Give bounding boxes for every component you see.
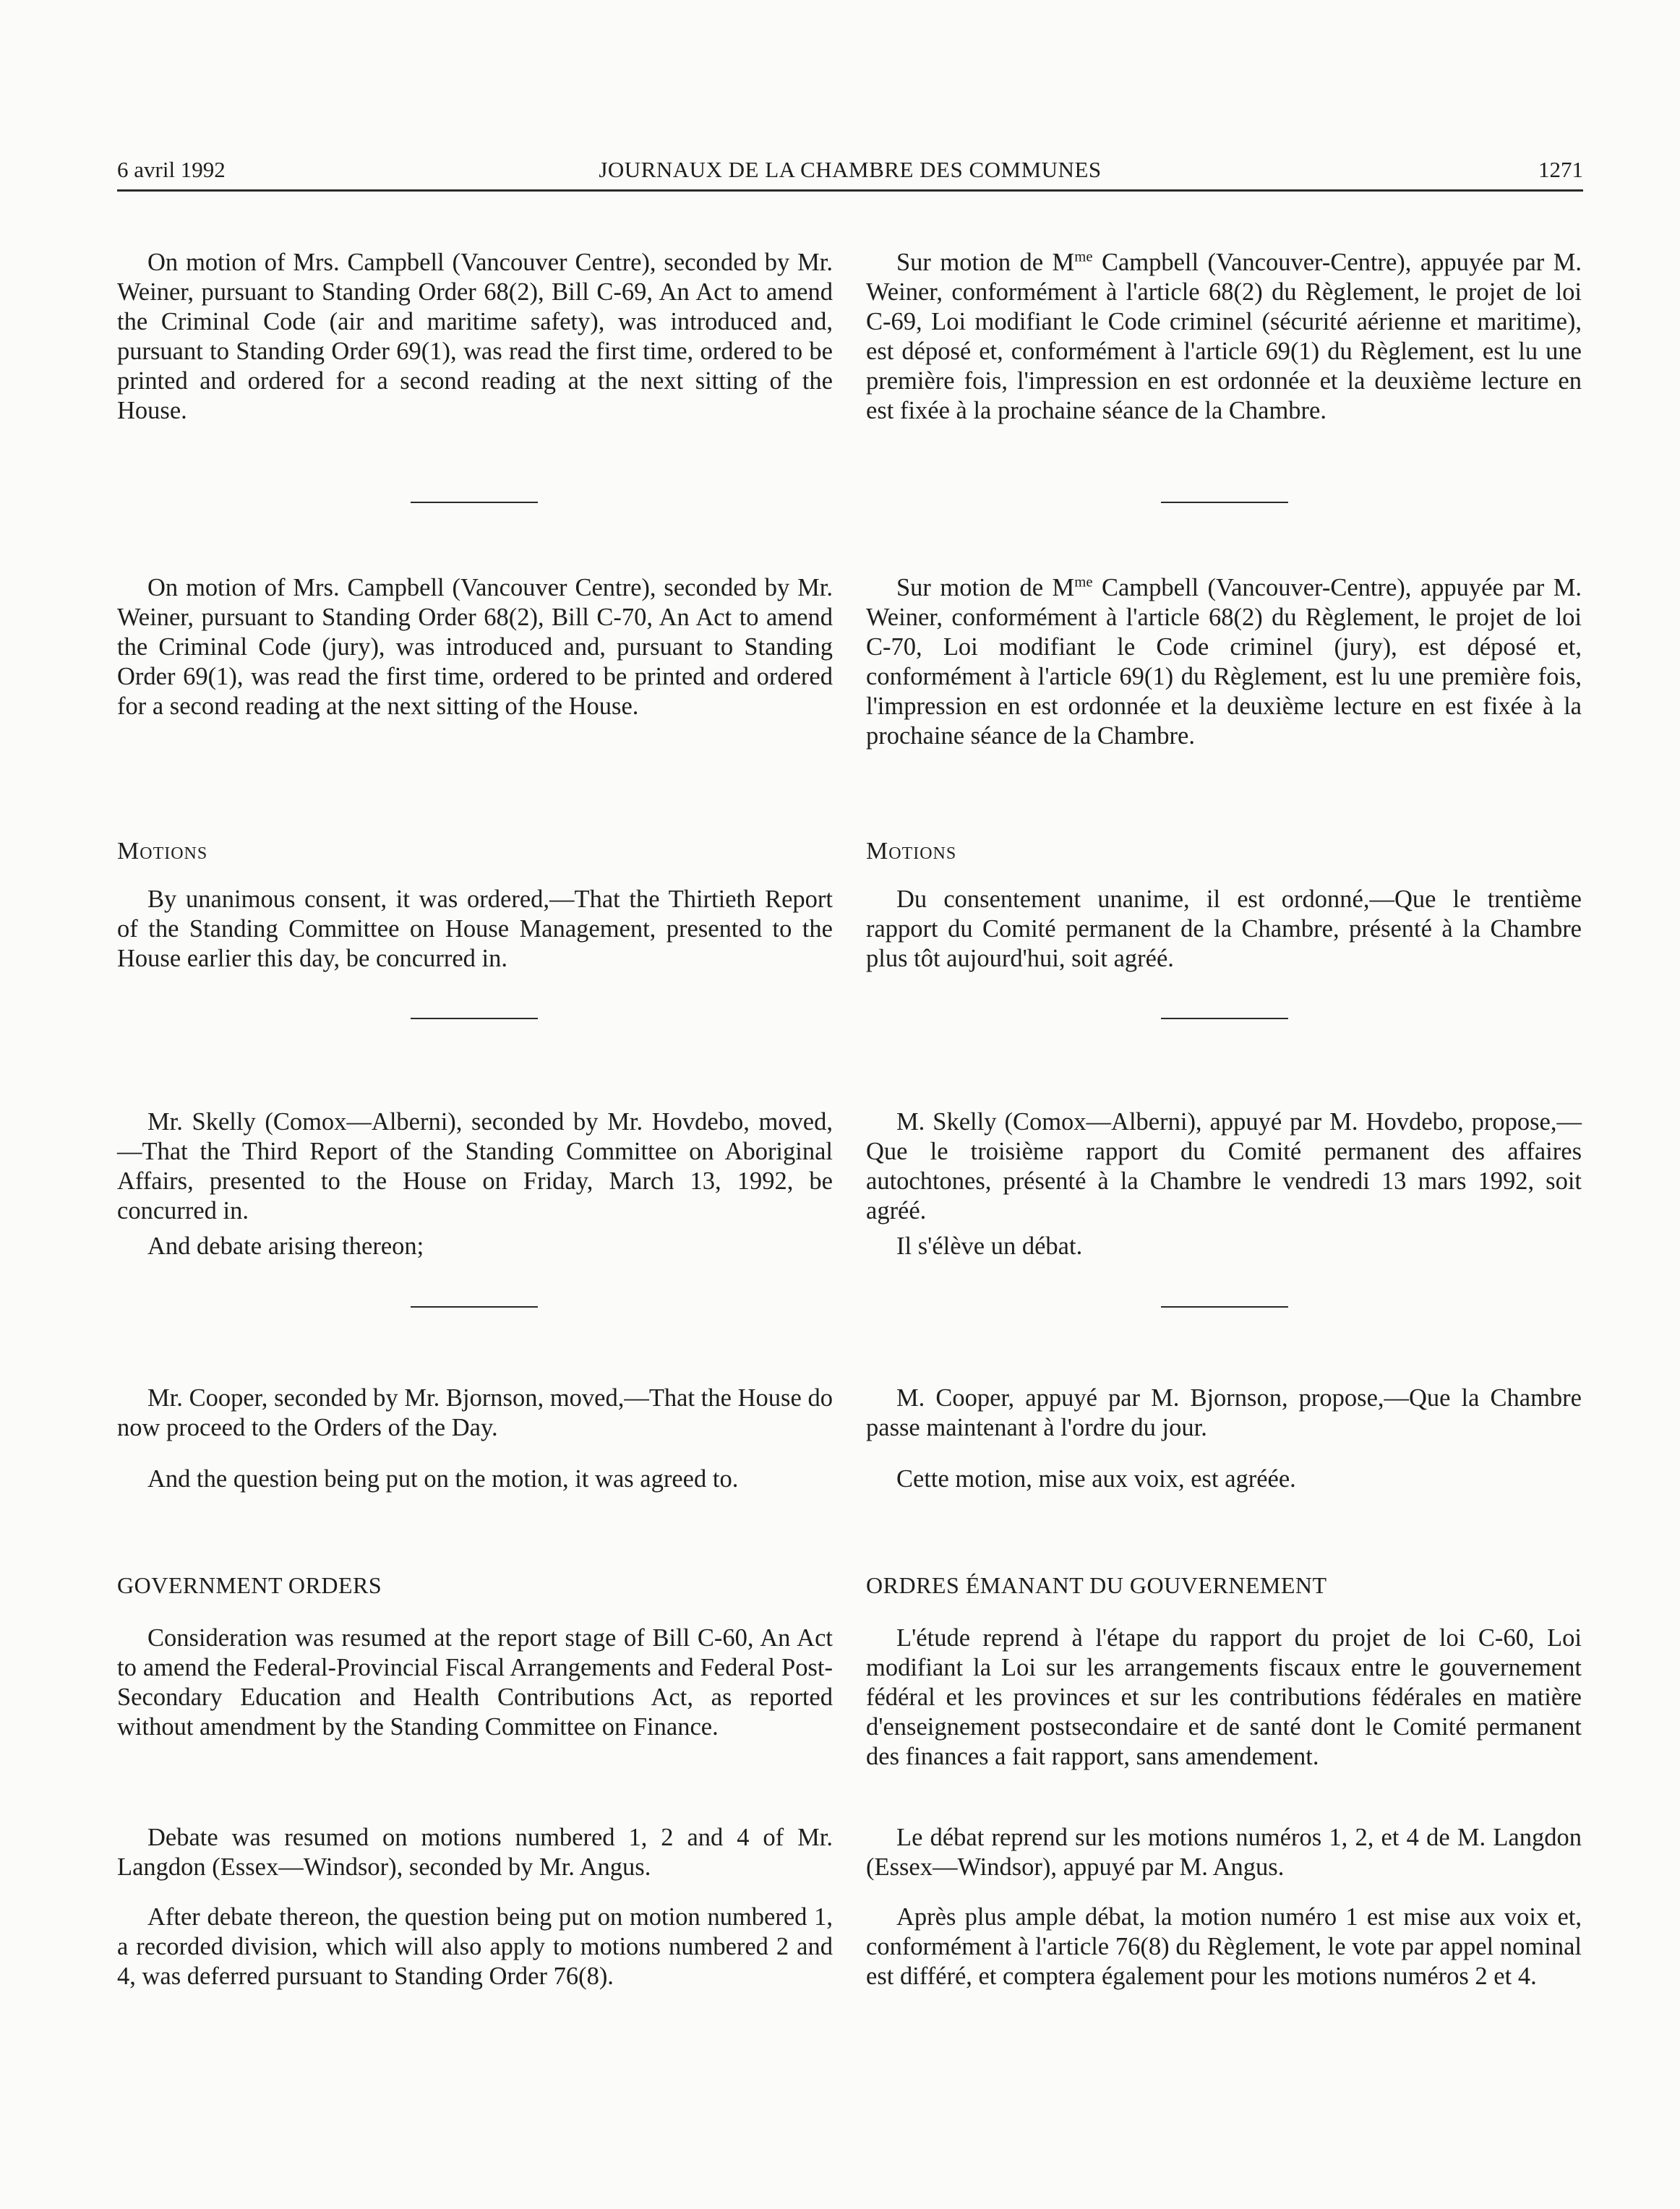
fr-recorded-division-paragraph: Après plus ample débat, la motion numéro 1 est mise aux voix et, conformément à l'article 76(8) du Règlement, le vote par appel nominal est différé, et comptera également pour les motions numéros 2 et 4. (866, 1903, 1582, 1990)
en-recorded-division-paragraph: After debate thereon, the question being put on motion numbered 1, a recorded division, which will also apply to motions numbered 2 and 4, was deferred pursuant to Standing Order 76(8). (117, 1903, 833, 1990)
en-skelly-motion-paragraph: Mr. Skelly (Comox—Alberni), seconded by Mr. Hovdebo, moved,—That the Third Report of the Standing Committee on Aboriginal Affairs, presented to the House on Friday, March 13, 1992, be concurred in. (117, 1108, 833, 1224)
en-bill-c70-paragraph: On motion of Mrs. Campbell (Vancouver Centre), seconded by Mr. Weiner, pursuant to Standing Order 68(2), Bill C-70, An Act to amend the Criminal Code (jury), was introduced and, pursuant to Standing Order 69(1), was read the first time, ordered to be printed and ordered for a second reading at the next sitting of the House. (117, 574, 833, 720)
en-question-agreed-paragraph: And the question being put on the motion, it was agreed to. (147, 1465, 739, 1493)
fr-question-agreed-paragraph: Cette motion, mise aux voix, est agréée. (896, 1465, 1296, 1493)
fr-bill-c69-paragraph: Sur motion de $M^{me}$ Campbell (Vancouver-Centre), appuyée par M. Weiner, conformément à l'article 68(2) du Règlement, le projet de loi C-69, Loi modifiant le Code criminel (sécurité aérienne et maritime), est déposé et, conformément à l'article 69(1) du Règlement, est lu une première fois, l'impression en est ordonnée et la deuxième lecture en est fixée à la prochaine séance de la Chambre. (866, 249, 1582, 424)
separator-rule (1161, 1018, 1288, 1019)
en-debate-resumed-paragraph: Debate was resumed on motions numbered 1, 2 and 4 of Mr. Langdon (Essex—Windsor), seconded by Mr. Angus. (117, 1824, 833, 1881)
separator-rule (411, 502, 538, 503)
en-bill-c69-paragraph: On motion of Mrs. Campbell (Vancouver Centre), seconded by Mr. Weiner, pursuant to Standing Order 68(2), Bill C-69, An Act to amend the Criminal Code (air and maritime safety), was introduced and, pursuant to Standing Order 69(1), was read the first time, ordered to be printed and ordered for a second reading at the next sitting of the House. (117, 249, 833, 424)
fr-thirtieth-report-paragraph: Du consentement unanime, il est ordonné,—Que le trentième rapport du Comité permanent de la Chambre, présenté à la Chambre plus tôt aujourd'hui, soit agréé. (866, 885, 1582, 972)
fr-bill-c60-paragraph: L'étude reprend à l'étape du rapport du projet de loi C-60, Loi modifiant la Loi sur les arrangements fiscaux entre le gouvernement fédéral et les provinces et sur les contributions fédérales en matière d'enseignement postsecondaire et de santé dont le Comité permanent des finances a fait rapport, sans amendement. (866, 1624, 1582, 1770)
en-government-orders-heading: GOVERNMENT ORDERS (117, 1572, 382, 1598)
fr-debate-resumed-paragraph: Le débat reprend sur les motions numéros 1, 2, et 4 de M. Langdon (Essex—Windsor), appuyé par M. Angus. (866, 1824, 1582, 1881)
fr-cooper-motion-paragraph: M. Cooper, appuyé par M. Bjornson, propose,—Que la Chambre passe maintenant à l'ordre du jour. (866, 1384, 1582, 1441)
page-header (117, 150, 1583, 192)
header-date: 6 avril 1992 (117, 157, 226, 182)
fr-bill-c70-paragraph: Sur motion de $M^{me}$ Campbell (Vancouver-Centre), appuyée par M. Weiner, conformément à l'article 68(2) du Règlement, le projet de loi C-70, Loi modifiant le Code criminel (jury), est déposé et, conformément à l'article 69(1) du Règlement, est lu une première fois, l'impression en est ordonnée et la deuxième lecture en est fixée à la prochaine séance de la Chambre. (866, 574, 1582, 750)
header-title: JOURNAUX DE LA CHAMBRE DES COMMUNES (599, 157, 1102, 182)
fr-government-orders-heading: ORDRES ÉMANANT DU GOUVERNEMENT (866, 1572, 1327, 1598)
fr-motions-heading: Motions (866, 838, 957, 865)
fr-skelly-motion-paragraph: M. Skelly (Comox—Alberni), appuyé par M. Hovdebo, propose,—Que le troisième rapport du Comité permanent des affaires autochtones, présenté à la Chambre le vendredi 13 mars 1992, soit agréé. (866, 1108, 1582, 1224)
page-number: 1271 (1538, 157, 1583, 182)
en-debate-arising-paragraph: And debate arising thereon; (147, 1232, 424, 1260)
separator-rule (1161, 502, 1288, 503)
en-bill-c60-paragraph: Consideration was resumed at the report stage of Bill C-60, An Act to amend the Federal-Provincial Fiscal Arrangements and Federal Post-Secondary Education and Health Contributions Act, as reported without amendment by the Standing Committee on Finance. (117, 1624, 833, 1741)
separator-rule (1161, 1306, 1288, 1308)
separator-rule (411, 1018, 538, 1019)
fr-debate-arising-paragraph: Il s'élève un débat. (896, 1232, 1083, 1260)
en-motions-heading: Motions (117, 838, 208, 865)
en-cooper-motion-paragraph: Mr. Cooper, seconded by Mr. Bjornson, moved,—That the House do now proceed to the Orders of the Day. (117, 1384, 833, 1441)
en-thirtieth-report-paragraph: By unanimous consent, it was ordered,—That the Thirtieth Report of the Standing Committee on House Management, presented to the House earlier this day, be concurred in. (117, 885, 833, 972)
separator-rule (411, 1306, 538, 1308)
